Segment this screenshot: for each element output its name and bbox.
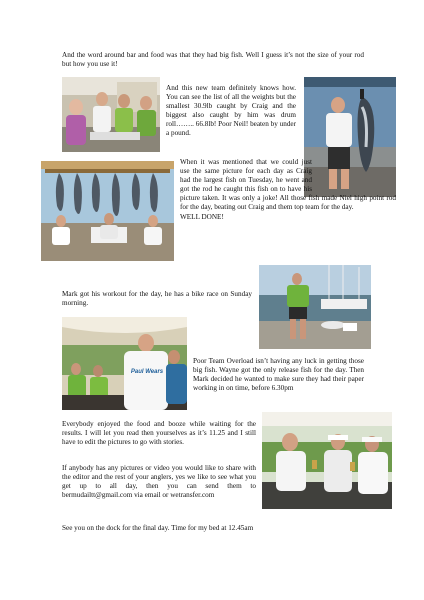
- closing-paragraph: See you on the dock for the final day. Time for my bed at 12.45am: [62, 524, 254, 532]
- well-done-text: WELL DONE!: [180, 212, 224, 221]
- wrap-spacer: [312, 158, 396, 194]
- weigh-station-photo: [62, 77, 160, 152]
- shirt-logo-text: Paul Wears: [130, 369, 164, 375]
- tent-gathering-photo: [62, 317, 187, 410]
- drinks-group-photo: [262, 412, 392, 509]
- dock-workout-photo: [259, 265, 371, 349]
- workout-paragraph: Mark got his workout for the day, he has a bike race on Sunday morning.: [62, 290, 252, 308]
- same-picture-text-block: [180, 158, 396, 222]
- overload-paragraph: Poor Team Overload isn’t having any luck in getting those big fish. Wayne got the only release fish for the day. Then Mark decided he wanted to make sure they had their paper working in on time, before 6.30pm: [193, 357, 364, 393]
- new-team-paragraph: And this new team definitely knows how. You can see the list of all the weights but the smallest 30.9lb caught by Craig and the biggest also caught by him was drum roll…….. 66.8lb! Poor Neil! beaten by under a pound.: [166, 84, 296, 138]
- enjoyed-paragraph: Everybody enjoyed the food and booze while waiting for the results. I will let you read then yourselves as it’s 11.25 and I still have to edit the pictures to go with stories.: [62, 420, 256, 447]
- intro-paragraph: And the word around bar and food was that they had big fish. Well I guess it’s not the size of your rod but how you use it!: [62, 51, 364, 69]
- share-paragraph: If anybody has any pictures or video you would like to share with the editor and the rest of your anglers, yes we like to see what you get up to all day, then you can send them to bermudailtt@gmail.com via email or wetransfer.com: [62, 464, 256, 500]
- team-tuna-board-photo: [41, 161, 174, 261]
- same-picture-text: When it was mentioned that we could just use the same picture for each day as Craig had the largest fish on Tuesday, he went and got the rod he caught this fish on to have his picture taken. It was only a joke! All those fish made Niel high point rod for the day, beating out Craig and them top team for the day.: [180, 158, 396, 212]
